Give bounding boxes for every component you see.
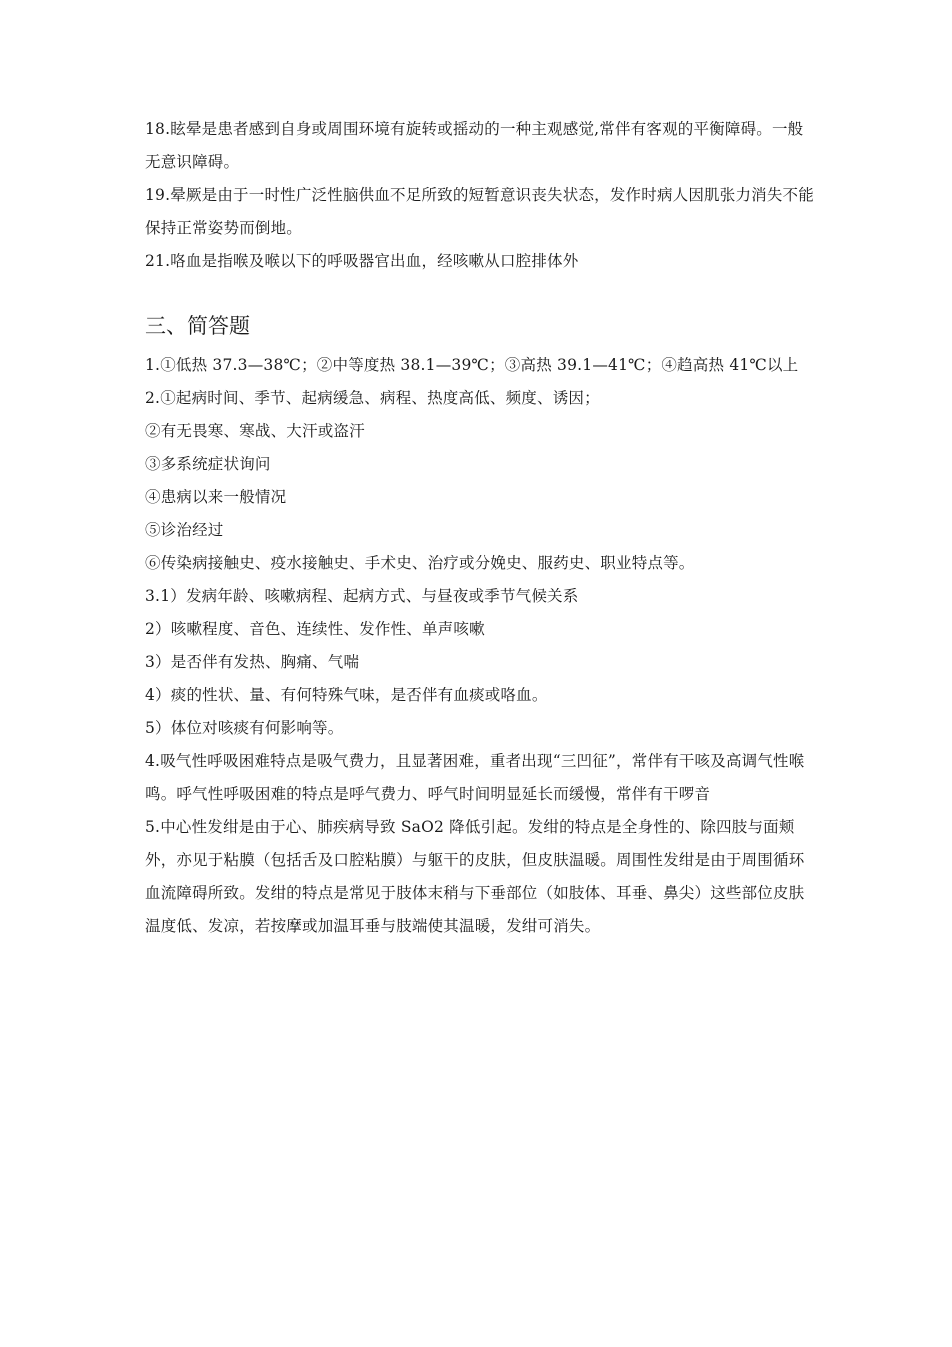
- definitions-block: [145, 113, 815, 278]
- answer-3-line-4: 4）痰的性状、量、有何特殊气味，是否伴有血痰或咯血。: [145, 686, 548, 704]
- answer-3-line-2: 2）咳嗽程度、音色、连续性、发作性、单声咳嗽: [145, 620, 485, 638]
- answer-2-line-1: 2.①起病时间、季节、起病缓急、病程、热度高低、频度、诱因；: [145, 389, 600, 407]
- answer-3-line-5: 5）体位对咳痰有何影响等。: [145, 719, 344, 737]
- answer-3-line-3: 3）是否伴有发热、胸痛、气喘: [145, 653, 360, 671]
- definition-21: 21.咯血是指喉及喉以下的呼吸器官出血，经咳嗽从口腔排体外: [145, 252, 579, 270]
- answer-2-line-2: ②有无畏寒、寒战、大汗或盗汗: [145, 422, 365, 440]
- section-heading-block: [145, 311, 815, 341]
- answer-3-line-1: 3.1）发病年龄、咳嗽病程、起病方式、与昼夜或季节气候关系: [145, 587, 579, 605]
- answer-4: 4.吸气性呼吸困难特点是吸气费力，且显著困难，重者出现“三凹征”，常伴有干咳及高调气性喉鸣。呼气性呼吸困难的特点是呼气费力、呼气时间明显延长而缓慢，常伴有干啰音: [145, 752, 805, 803]
- answers-block: [145, 349, 815, 943]
- section-title: 三、简答题: [145, 314, 250, 338]
- answer-1: 1.①低热 37.3—38℃；②中等度热 38.1—39℃；③高热 39.1—41℃；④趋高热 41℃以上: [145, 356, 799, 374]
- definition-18: 18.眩晕是患者感到自身或周围环境有旋转或摇动的一种主观感觉,常伴有客观的平衡障碍。一般无意识障碍。: [145, 120, 804, 171]
- definition-19: 19.晕厥是由于一时性广泛性脑供血不足所致的短暂意识丧失状态，发作时病人因肌张力消失不能保持正常姿势而倒地。: [145, 186, 814, 237]
- answer-2-line-6: ⑥传染病接触史、疫水接触史、手术史、治疗或分娩史、服药史、职业特点等。: [145, 554, 695, 572]
- answer-2-line-4: ④患病以来一般情况: [145, 488, 287, 506]
- answer-5: 5.中心性发绀是由于心、肺疾病导致 SaO2 降低引起。发绀的特点是全身性的、除四肢与面颊外，亦见于粘膜（包括舌及口腔粘膜）与躯干的皮肤，但皮肤温暖。周围性发绀是由于周围循环血流障碍所致。发绀的特点是常见于肢体末稍与下垂部位（如肢体、耳垂、鼻尖）这些部位皮肤温度低、发凉，若按摩或加温耳垂与肢端使其温暖，发绀可消失。: [145, 818, 805, 935]
- answer-2-line-5: ⑤诊治经过: [145, 521, 224, 539]
- answer-2-line-3: ③多系统症状询问: [145, 455, 271, 473]
